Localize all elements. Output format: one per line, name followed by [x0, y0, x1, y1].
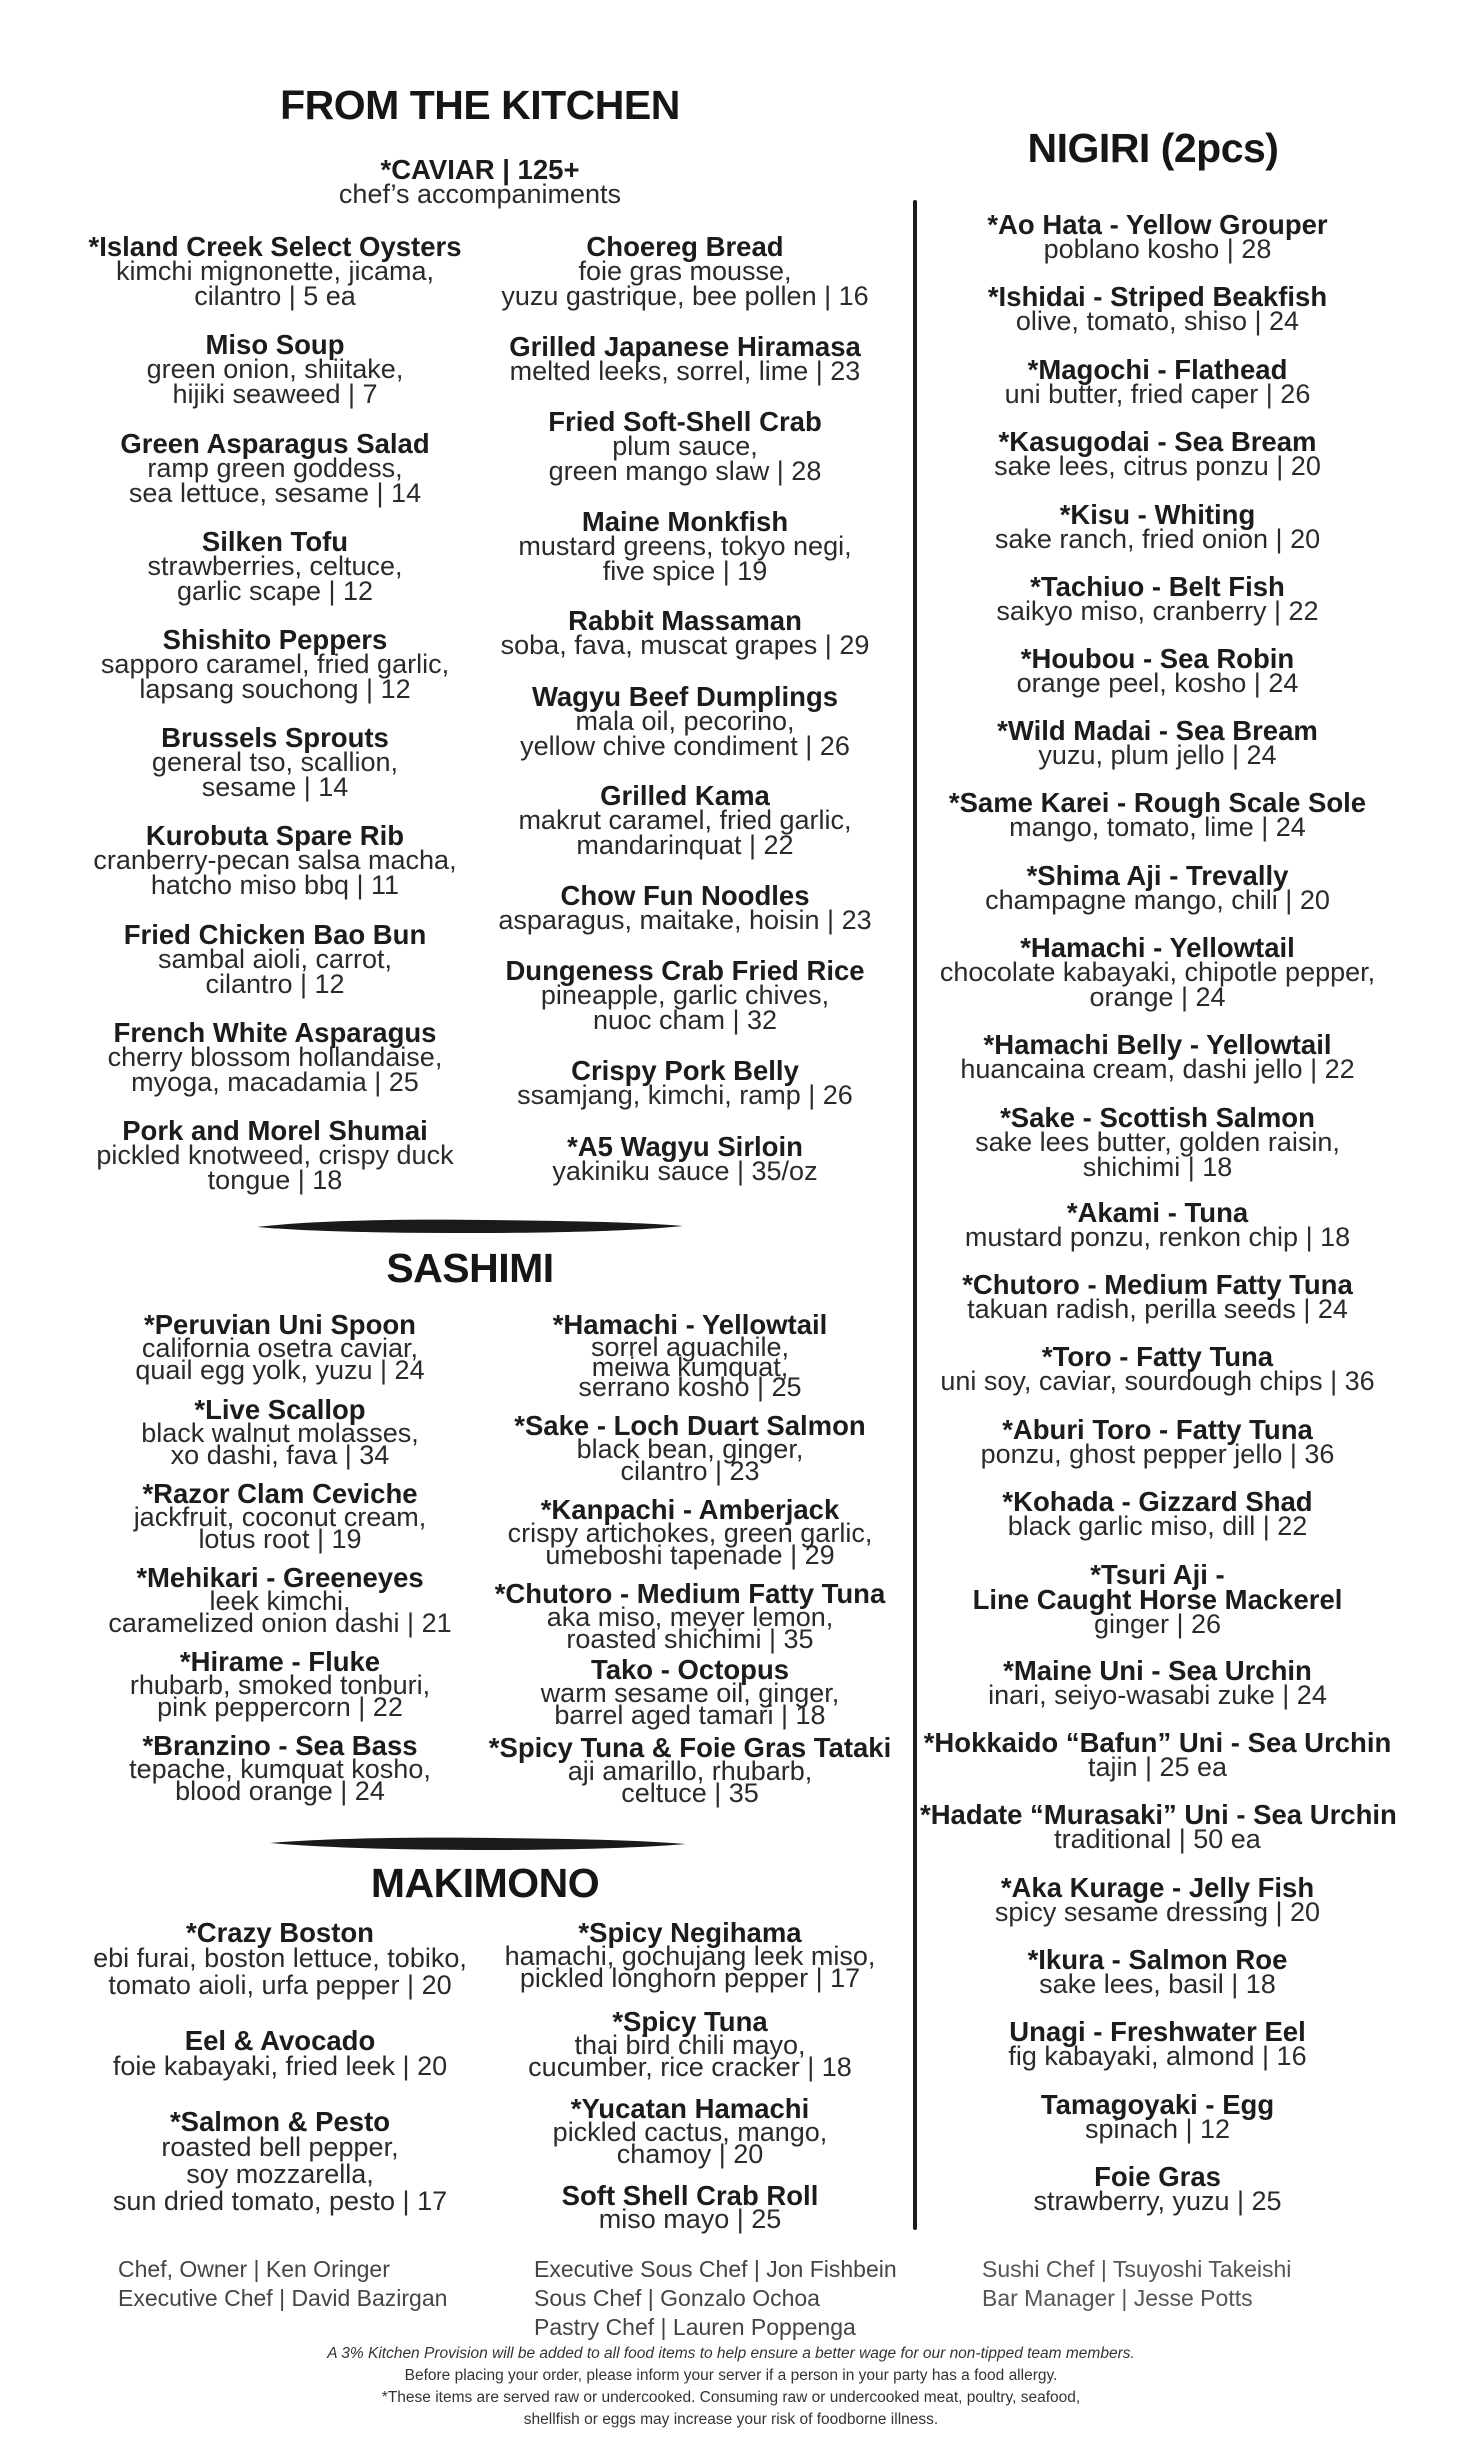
menu-item [470, 1578, 910, 1654]
item-desc: aji amarillo, rhubarb, celtuce | 35 [567, 1756, 813, 1808]
item-desc: champagne mango, chili | 20 [985, 885, 1330, 915]
item-desc: chocolate kabayaki, chipotle pepper, orange | 24 [939, 957, 1376, 1012]
item-name: *Sake - Loch Duart Salmon [514, 1410, 866, 1441]
menu-item [70, 1646, 490, 1722]
menu-item [920, 1197, 1395, 1252]
item-desc: black walnut molasses, xo dashi, fava | 34 [141, 1418, 419, 1470]
staff-credits-2: Executive Sous Chef | Jon Fishbein Sous Chef | Gonzalo Ochoa Pastry Chef | Lauren Poppenga [534, 2256, 897, 2340]
item-desc: fig kabayaki, almond | 16 [1008, 2041, 1307, 2071]
item-desc: ebi furai, boston lettuce, tobiko, tomato aioli, urfa pepper | 20 [93, 1943, 467, 2000]
item-desc: cherry blossom hollandaise, myoga, macadamia | 25 [107, 1042, 443, 1097]
item-name: Shishito Peppers [162, 624, 388, 655]
menu-item [920, 932, 1395, 1012]
sashimi-title: SASHIMI [386, 1245, 554, 1291]
item-name: Kurobuta Spare Rib [145, 820, 405, 851]
item-name: Choereg Bread [586, 231, 784, 262]
menu-item [920, 1944, 1395, 1999]
item-name: *Maine Uni - Sea Urchin [1003, 1655, 1312, 1686]
item-desc: green onion, shiitake, hijiki seaweed | 7 [146, 354, 404, 409]
item-name: *Toro - Fatty Tuna [1041, 1341, 1274, 1372]
menu-item [470, 955, 900, 1035]
menu-item [470, 1917, 910, 1993]
menu-item [70, 1562, 490, 1638]
menu-item [70, 1394, 490, 1470]
item-name: *Hamachi - Yellowtail [552, 1309, 828, 1340]
menu-item [70, 1917, 490, 2000]
item-name: *Shima Aji - Trevally [1026, 860, 1289, 891]
menu-item [920, 2161, 1395, 2216]
item-desc: mustard greens, tokyo negi, five spice | 19 [518, 531, 852, 586]
item-name: *Island Creek Select Oysters [88, 231, 462, 262]
menu-item [920, 1029, 1395, 1084]
item-desc: huancaina cream, dashi jello | 22 [960, 1054, 1355, 1084]
item-name: Pork and Morel Shumai [122, 1115, 428, 1146]
menu-item [920, 1655, 1395, 1710]
item-name: Unagi - Freshwater Eel [1009, 2016, 1306, 2047]
menu-item [470, 231, 900, 311]
item-desc: foie kabayaki, fried leek | 20 [112, 2051, 448, 2081]
item-desc: pickled cactus, mango, chamoy | 20 [552, 2117, 828, 2169]
item-desc: general tso, scallion, sesame | 14 [151, 747, 399, 802]
menu-item [60, 820, 490, 900]
item-name: *Ikura - Salmon Roe [1027, 1944, 1288, 1975]
item-desc: mala oil, pecorino, yellow chive condiment | 26 [520, 706, 850, 761]
kitchen-provision-note: A 3% Kitchen Provision will be added to all food items to help ensure a better wage for our non-tipped team members. [327, 2345, 1135, 2362]
item-desc: miso mayo | 25 [598, 2204, 782, 2234]
item-desc: rhubarb, smoked tonburi, pink peppercorn | 22 [129, 1670, 431, 1722]
item-name: Grilled Kama [600, 780, 770, 811]
item-desc: cranberry-pecan salsa macha, hatcho miso bbq | 11 [93, 845, 457, 900]
menu-item [70, 1309, 490, 1385]
menu-item [470, 2093, 910, 2169]
menu-item [470, 2006, 910, 2082]
menu-item [470, 780, 900, 860]
item-name: *Kasugodai - Sea Bream [998, 426, 1317, 457]
menu-item [70, 1478, 490, 1554]
menu-item [60, 526, 490, 606]
item-desc: sake lees, citrus ponzu | 20 [994, 451, 1321, 481]
raw-food-warning: *These items are served raw or undercooked. Consuming raw or undercooked meat, poultry, seafood, [381, 2389, 1081, 2406]
item-name: *Chutoro - Medium Fatty Tuna [494, 1578, 886, 1609]
item-name: *Salmon & Pesto [169, 2106, 391, 2137]
item-name: *Mehikari - Greeneyes [136, 1562, 424, 1593]
menu-item [920, 860, 1395, 915]
item-desc: saikyo miso, cranberry | 22 [996, 596, 1319, 626]
item-name: *Yucatan Hamachi [570, 2093, 810, 2124]
menu-item [920, 643, 1395, 698]
item-name: Miso Soup [205, 329, 345, 360]
item-name: *Hamachi - Yellowtail [1020, 932, 1295, 963]
menu-item [470, 2180, 910, 2234]
menu-item [470, 1654, 910, 1730]
item-name: *Kisu - Whiting [1059, 499, 1256, 530]
menu-item [920, 1414, 1395, 1469]
item-desc: traditional | 50 ea [1054, 1824, 1261, 1854]
menu-item [920, 1341, 1395, 1396]
item-name: Brussels Sprouts [161, 722, 389, 753]
item-name: *Crazy Boston [186, 1917, 374, 1948]
staff-credits-1: Chef, Owner | Ken Oringer Executive Chef | David Bazirgan [118, 2256, 448, 2311]
item-desc: makrut caramel, fried garlic, mandarinquat | 22 [518, 805, 852, 860]
menu-item [920, 2016, 1395, 2071]
item-desc: soba, fava, muscat grapes | 29 [500, 630, 870, 660]
caviar-desc: chef’s accompaniments [338, 179, 622, 209]
item-desc: strawberry, yuzu | 25 [1033, 2186, 1282, 2216]
makimono-title: MAKIMONO [370, 1860, 600, 1906]
item-name: *Branzino - Sea Bass [142, 1730, 418, 1761]
item-desc: inari, seiyo-wasabi zuke | 24 [988, 1680, 1327, 1710]
item-desc: ssamjang, kimchi, ramp | 26 [517, 1080, 853, 1110]
item-desc: sake ranch, fried onion | 20 [994, 524, 1321, 554]
item-desc: foie gras mousse, yuzu gastrique, bee pollen | 16 [501, 256, 869, 311]
item-desc: thai bird chili mayo, cucumber, rice cracker | 18 [528, 2030, 852, 2082]
item-desc: tajin | 25 ea [1087, 1752, 1228, 1782]
caviar-name: *CAVIAR | 125+ [380, 154, 580, 185]
item-name: *Hokkaido “Bafun” Uni - Sea Urchin [923, 1727, 1392, 1758]
menu-item [920, 1799, 1397, 1854]
menu-item [70, 1730, 490, 1806]
item-name: Maine Monkfish [581, 506, 789, 537]
item-desc: sake lees butter, golden raisin, shichimi | 18 [975, 1127, 1340, 1182]
item-desc: uni soy, caviar, sourdough chips | 36 [940, 1366, 1375, 1396]
menu-item [60, 428, 490, 508]
item-name: *Magochi - Flathead [1027, 354, 1288, 385]
item-name: *Same Karei - Rough Scale Sole [948, 787, 1367, 818]
item-name: Tamagoyaki - Egg [1040, 2089, 1275, 2120]
menu-item [470, 406, 900, 486]
item-name: *Spicy Tuna [612, 2006, 768, 2037]
item-name: *Hamachi Belly - Yellowtail [983, 1029, 1332, 1060]
item-desc: sorrel aguachile, meiwa kumquat, serrano kosho | 25 [578, 1332, 802, 1402]
item-desc: spicy sesame dressing | 20 [994, 1897, 1321, 1927]
item-desc: poblano kosho | 28 [1043, 234, 1272, 264]
menu-item [470, 506, 900, 586]
item-desc: spinach | 12 [1084, 2114, 1231, 2144]
item-name: *Peruvian Uni Spoon [144, 1309, 416, 1340]
item-name: *Sake - Scottish Salmon [1000, 1102, 1315, 1133]
menu-item [60, 1115, 490, 1195]
item-desc: leek kimchi, caramelized onion dashi | 21 [108, 1586, 452, 1638]
item-name: Eel & Avocado [184, 2025, 376, 2056]
item-desc: black garlic miso, dill | 22 [1007, 1511, 1308, 1541]
item-desc: crispy artichokes, green garlic, umeboshi tapenade | 29 [507, 1518, 873, 1570]
menu-item [70, 2106, 490, 2216]
item-name: *Aburi Toro - Fatty Tuna [1002, 1414, 1313, 1445]
item-name: *Tachiuo - Belt Fish [1030, 571, 1285, 602]
item-desc: mustard ponzu, renkon chip | 18 [964, 1222, 1351, 1252]
item-name: Grilled Japanese Hiramasa [509, 331, 861, 362]
item-name: Rabbit Massaman [568, 605, 802, 636]
item-name: *Chutoro - Medium Fatty Tuna [962, 1269, 1353, 1300]
item-name: Soft Shell Crab Roll [561, 2180, 819, 2211]
item-desc: california osetra caviar, quail egg yolk, yuzu | 24 [135, 1333, 425, 1385]
item-desc: sake lees, basil | 18 [1039, 1969, 1276, 1999]
item-name: Wagyu Beef Dumplings [531, 681, 839, 712]
item-desc: yakiniku sauce | 35/oz [552, 1156, 818, 1186]
caviar-item [280, 154, 680, 209]
item-name: *A5 Wagyu Sirloin [567, 1131, 803, 1162]
item-name: French White Asparagus [113, 1017, 437, 1048]
item-name: *Houbou - Sea Robin [1020, 643, 1295, 674]
menu-item [470, 1131, 900, 1186]
brush-stroke-divider [255, 1215, 685, 1237]
menu-item [920, 354, 1395, 409]
item-name: Dungeness Crab Fried Rice [505, 955, 865, 986]
item-desc: tepache, kumquat kosho, blood orange | 24 [129, 1754, 431, 1806]
item-name: *Aka Kurage - Jelly Fish [1000, 1872, 1315, 1903]
menu-item [470, 880, 900, 935]
menu-item [60, 231, 490, 311]
allergy-note: Before placing your order, please inform your server if a person in your party has a food allergy. [404, 2367, 1058, 2384]
menu-item [920, 1486, 1395, 1541]
menu-item [920, 1102, 1395, 1182]
item-name: Chow Fun Noodles [560, 880, 810, 911]
menu-item [920, 499, 1395, 554]
menu-item [60, 722, 490, 802]
item-name: Silken Tofu [201, 526, 349, 557]
menu-item [470, 1309, 910, 1402]
item-name: *Tsuri Aji - Line Caught Horse Mackerel [972, 1559, 1343, 1615]
item-name: Tako - Octopus [590, 1654, 790, 1685]
item-desc: strawberries, celtuce, garlic scape | 12 [147, 551, 403, 606]
menu-item [470, 681, 900, 761]
item-desc: sambal aioli, carrot, cilantro | 12 [157, 944, 393, 999]
footer-notes [0, 2343, 1462, 2431]
menu-item [920, 426, 1395, 481]
item-desc: orange peel, kosho | 24 [1016, 668, 1299, 698]
menu-item [920, 281, 1395, 336]
item-name: Green Asparagus Salad [120, 428, 430, 459]
menu-item [60, 329, 490, 409]
menu-item [60, 1017, 490, 1097]
item-desc: plum sauce, green mango slaw | 28 [548, 431, 822, 486]
menu-item [920, 1269, 1395, 1324]
brush-stroke-divider [268, 1833, 688, 1855]
menu-item [920, 1559, 1395, 1639]
item-desc: mango, tomato, lime | 24 [1009, 812, 1306, 842]
item-name: *Spicy Negihama [578, 1917, 802, 1948]
raw-food-warning-cont: shellfish or eggs may increase your risk of foodborne illness. [523, 2411, 939, 2428]
item-desc: pineapple, garlic chives, nuoc cham | 32 [540, 980, 830, 1035]
menu-item [470, 331, 900, 386]
item-name: *Kanpachi - Amberjack [540, 1494, 840, 1525]
item-desc: olive, tomato, shiso | 24 [1015, 306, 1300, 336]
menu-item [70, 2025, 490, 2081]
menu-item [920, 1872, 1395, 1927]
item-name: *Akami - Tuna [1066, 1197, 1249, 1228]
menu-item [60, 624, 490, 704]
menu-item [920, 1727, 1395, 1782]
item-name: *Hadate “Murasaki” Uni - Sea Urchin [920, 1799, 1397, 1830]
menu-item [60, 919, 490, 999]
menu-item [470, 605, 900, 660]
item-desc: hamachi, gochujang leek miso, pickled longhorn pepper | 17 [504, 1941, 876, 1993]
menu-item [470, 1494, 910, 1570]
item-desc: asparagus, maitake, hoisin | 23 [498, 905, 872, 935]
item-name: *Kohada - Gizzard Shad [1002, 1486, 1313, 1517]
menu-item [920, 787, 1395, 842]
item-name: *Ao Hata - Yellow Grouper [987, 209, 1328, 240]
staff-credits-3: Sushi Chef | Tsuyoshi Takeishi Bar Manager | Jesse Potts [982, 2256, 1292, 2311]
from-the-kitchen-title: FROM THE KITCHEN [280, 82, 680, 128]
item-name: *Ishidai - Striped Beakfish [987, 281, 1328, 312]
item-desc: black bean, ginger, cilantro | 23 [576, 1434, 804, 1486]
item-name: *Wild Madai - Sea Bream [997, 715, 1318, 746]
item-desc: kimchi mignonette, jicama, cilantro | 5 ea [115, 256, 435, 311]
menu-item [920, 209, 1395, 264]
item-name: *Razor Clam Ceviche [142, 1478, 418, 1509]
item-desc: ramp green goddess, sea lettuce, sesame | 14 [128, 453, 422, 508]
item-desc: uni butter, fried caper | 26 [1004, 379, 1311, 409]
item-desc: pickled knotweed, crispy duck tongue | 18 [96, 1140, 454, 1195]
item-name: *Spicy Tuna & Foie Gras Tataki [488, 1732, 892, 1763]
item-desc: warm sesame oil, ginger, barrel aged tamari | 18 [540, 1678, 840, 1730]
menu-item [920, 2089, 1395, 2144]
item-name: Fried Soft-Shell Crab [548, 406, 822, 437]
item-desc: jackfruit, coconut cream, lotus root | 19 [133, 1502, 427, 1554]
menu-item [470, 1410, 910, 1486]
item-desc: ginger | 26 [1093, 1609, 1222, 1639]
item-desc: ponzu, ghost pepper jello | 36 [980, 1439, 1335, 1469]
vertical-divider [913, 200, 917, 2230]
item-name: *Live Scallop [194, 1394, 366, 1425]
item-desc: roasted bell pepper, soy mozzarella, sun dried tomato, pesto | 17 [112, 2132, 448, 2216]
menu-item [470, 1732, 910, 1808]
menu-item [920, 715, 1395, 770]
menu-item [470, 1055, 900, 1110]
menu-item [920, 571, 1395, 626]
item-desc: yuzu, plum jello | 24 [1038, 740, 1277, 770]
item-desc: sapporo caramel, fried garlic, lapsang souchong | 12 [100, 649, 450, 704]
item-name: Fried Chicken Bao Bun [123, 919, 427, 950]
item-desc: takuan radish, perilla seeds | 24 [967, 1294, 1348, 1324]
nigiri-title: NIGIRI (2pcs) [1027, 125, 1279, 171]
item-desc: aka miso, meyer lemon, roasted shichimi | 35 [546, 1602, 834, 1654]
item-name: Crispy Pork Belly [571, 1055, 799, 1086]
item-name: Foie Gras [1094, 2161, 1221, 2192]
item-name: *Hirame - Fluke [179, 1646, 381, 1677]
item-desc: melted leeks, sorrel, lime | 23 [509, 356, 861, 386]
